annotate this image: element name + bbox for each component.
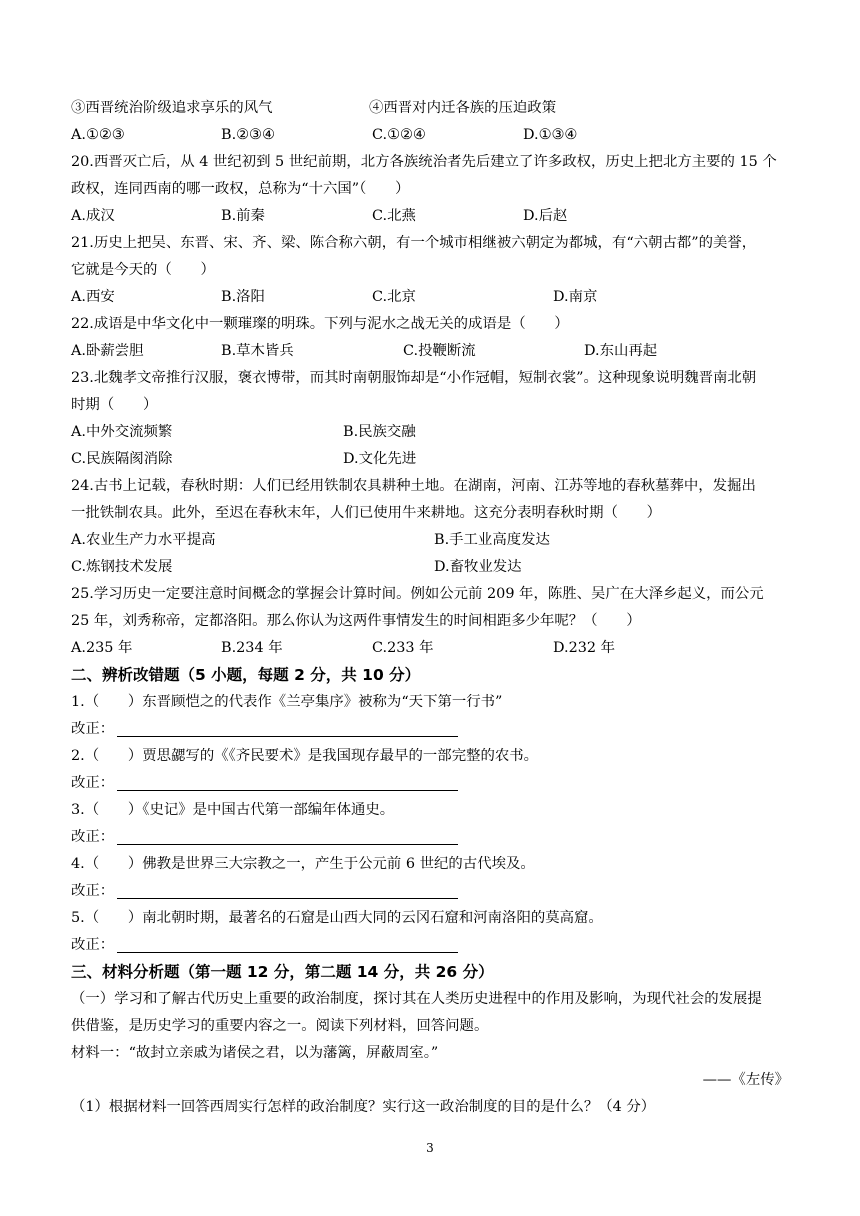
q22-option-d: D.东山再起: [584, 343, 658, 359]
q20-option-b: B.前秦: [221, 208, 265, 224]
q19-option-d: D.①③④: [523, 127, 578, 143]
q21-stem-line1: 21.历史上把吴、东晋、宋、齐、梁、陈合称六朝，有一个城市相继被六朝定为都城，有“六朝古都”的美誉，: [71, 235, 757, 251]
q19-item-4: ④西晋对内迁各族的压迫政策: [369, 100, 557, 116]
q23-option-d: D.文化先进: [343, 451, 417, 467]
q25-stem-line2: 25 年，刘秀称帝，定都洛阳。那么你认为这两件事情发生的时间相距多少年呢？（ ）: [71, 613, 641, 629]
q23-option-b: B.民族交融: [343, 424, 416, 440]
q24-option-d: D.畜牧业发达: [434, 559, 522, 575]
correction-answer-line-1[interactable]: [117, 736, 458, 737]
section2-item-5: 5.（ ）南北朝时期，最著名的石窟是山西大同的云冈石窟和河南洛阳的莫高窟。: [71, 910, 603, 926]
correction-answer-line-5[interactable]: [117, 952, 458, 953]
q24-stem-line1: 24.古书上记载，春秋时期：人们已经用铁制农具耕种土地。在湖南，河南、江苏等地的春秋墓葬中，发掘出: [71, 478, 756, 494]
section2-item-2: 2.（ ）贾思勰写的《《齐民要术》是我国现存最早的一部完整的农书。: [71, 748, 539, 764]
q23-stem-line2: 时期（ ）: [71, 397, 158, 413]
section2-correction-label-4: 改正：: [71, 883, 115, 899]
q20-option-c: C.北燕: [372, 208, 416, 224]
q22-stem-line1: 22.成语是中华文化中一颗璀璨的明珠。下列与泥水之战无关的成语是（ ）: [71, 316, 569, 332]
q21-option-b: B.洛阳: [221, 289, 265, 305]
q23-stem-line1: 23.北魏孝文帝推行汉服，褒衣博带，而其时南朝服饰却是“小作冠帽，短制衣裳”。这种现象说明魏晋南北朝: [71, 370, 757, 386]
q21-option-c: C.北京: [372, 289, 416, 305]
q25-option-c: C.233 年: [372, 640, 434, 656]
section2-correction-label-1: 改正：: [71, 721, 115, 737]
q25-stem-line1: 25.学习历史一定要注意时间概念的掌握会计算时间。例如公元前 209 年，陈胜、吴广在大泽乡起义，而公元: [71, 586, 764, 602]
section3-intro-line2: 供借鉴，是历史学习的重要内容之一。阅读下列材料，回答问题。: [71, 1018, 489, 1034]
q24-option-b: B.手工业高度发达: [434, 532, 550, 548]
section2-correction-label-3: 改正：: [71, 829, 115, 845]
correction-answer-line-2[interactable]: [117, 790, 458, 791]
q24-stem-line2: 一批铁制农具。此外，至迟在春秋末年，人们已使用牛来耕地。这充分表明春秋时期（ ）: [71, 505, 662, 521]
q22-option-b: B.草木皆兵: [221, 343, 294, 359]
section2-item-3: 3.（ ）《史记》是中国古代第一部编年体通史。: [71, 802, 395, 818]
section3-heading: 三、材料分析题（第一题 12 分，第二题 14 分，共 26 分）: [71, 963, 494, 981]
q24-option-a: A.农业生产力水平提高: [71, 532, 216, 548]
section2-correction-label-2: 改正：: [71, 775, 115, 791]
q21-option-a: A.西安: [71, 289, 115, 305]
q19-option-a: A.①②③: [71, 127, 125, 143]
q20-option-a: A.成汉: [71, 208, 115, 224]
q25-option-b: B.234 年: [221, 640, 283, 656]
q19-option-b: B.②③④: [221, 127, 275, 143]
q22-option-c: C.投鞭断流: [403, 343, 476, 359]
q23-option-c: C.民族隔阂消除: [71, 451, 173, 467]
correction-answer-line-4[interactable]: [117, 898, 458, 899]
q20-option-d: D.后赵: [523, 208, 568, 224]
question-1: （1）根据材料一回答西周实行怎样的政治制度？实行这一政治制度的目的是什么？（4 分）: [71, 1099, 656, 1115]
section2-item-1: 1.（ ）东晋顾恺之的代表作《兰亭集序》被称为“天下第一行书”: [71, 694, 503, 710]
q21-option-d: D.南京: [553, 289, 598, 305]
page-number: 3: [426, 1141, 434, 1155]
section2-heading: 二、辨析改错题（5 小题，每题 2 分，共 10 分）: [71, 666, 421, 684]
q25-option-a: A.235 年: [71, 640, 133, 656]
material-one: 材料一：“故封立亲戚为诸侯之君，以为藩篱，屏蔽周室。”: [71, 1045, 439, 1061]
q19-option-c: C.①②④: [372, 127, 426, 143]
q22-option-a: A.卧薪尝胆: [71, 343, 144, 359]
section2-correction-label-5: 改正：: [71, 937, 115, 953]
section2-item-4: 4.（ ）佛教是世界三大宗教之一，产生于公元前 6 世纪的古代埃及。: [71, 856, 535, 872]
q20-stem-line2: 政权，连同西南的哪一政权，总称为“十六国”（ ）: [71, 181, 410, 197]
q20-stem-line1: 20.西晋灭亡后，从 4 世纪初到 5 世纪前期，北方各族统治者先后建立了许多政权，历史上把北方主要的 15 个: [71, 154, 777, 170]
q25-option-d: D.232 年: [553, 640, 616, 656]
material-one-source: ——《左传》: [702, 1072, 789, 1088]
q19-item-3: ③西晋统治阶级追求享乐的风气: [71, 100, 273, 116]
correction-answer-line-3[interactable]: [117, 844, 458, 845]
q24-option-c: C.炼钢技术发展: [71, 559, 173, 575]
q23-option-a: A.中外交流频繁: [71, 424, 173, 440]
section3-intro-line1: （一）学习和了解古代历史上重要的政治制度，探讨其在人类历史进程中的作用及影响，为现代社会的发展提: [71, 991, 762, 1007]
q21-stem-line2: 它就是今天的（ ）: [71, 262, 215, 278]
